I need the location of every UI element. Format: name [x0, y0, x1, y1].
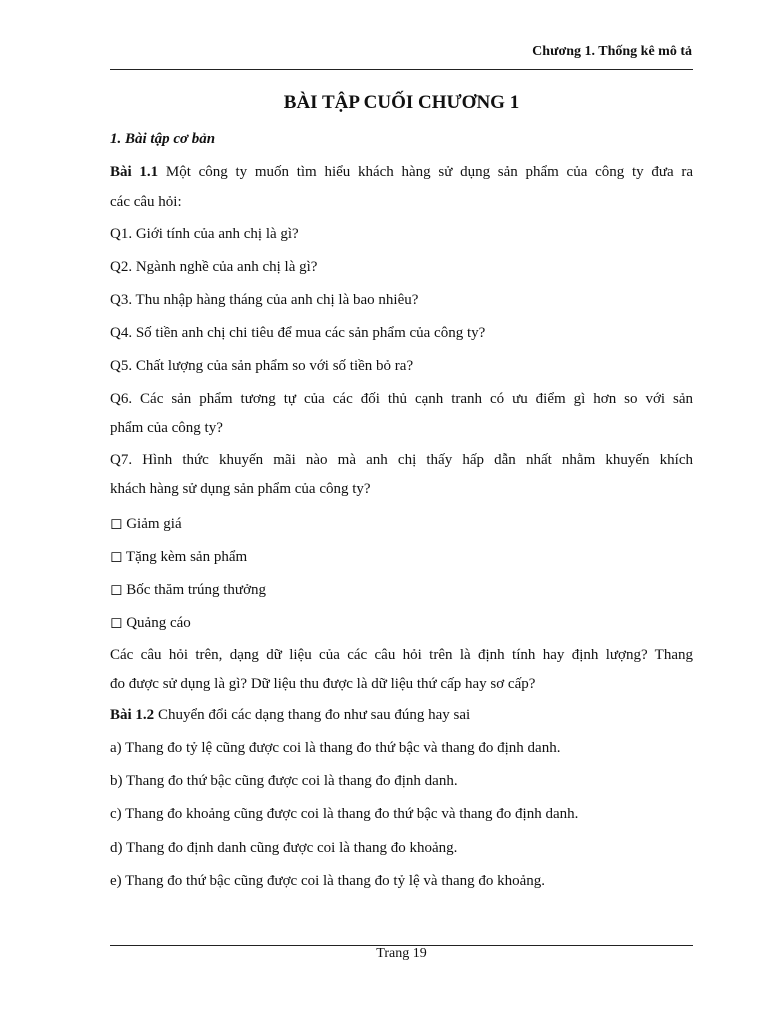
section-heading: 1. Bài tập cơ bản	[110, 131, 216, 147]
exercise-2-label: Bài 1.2	[110, 707, 155, 723]
question-q4: Q4. Số tiền anh chị chi tiêu để mua các sản phẩm của công ty?	[110, 325, 486, 341]
option-discount: ◻ Giảm giá	[110, 516, 182, 532]
question-q2: Q2. Ngành nghề của anh chị là gì?	[110, 259, 318, 275]
exercise-1-intro-line-1	[110, 164, 693, 181]
running-header: Chương 1. Thống kê mô tả	[532, 44, 692, 59]
statement-b: b) Thang đo thứ bậc cũng được coi là thang đo định danh.	[110, 773, 458, 789]
question-q6-line-1: Q6. Các sản phẩm tương tự của các đối thủ cạnh tranh có ưu điểm gì hơn so với sản	[110, 391, 693, 407]
statement-d: d) Thang đo định danh cũng được coi là thang đo khoảng.	[110, 840, 458, 856]
option-lucky-draw: ◻ Bốc thăm trúng thưởng	[110, 582, 266, 598]
option-free-gift: ◻ Tặng kèm sản phẩm	[110, 549, 248, 565]
exercise-2-intro-text: Chuyển đổi các dạng thang đo như sau đúng hay sai	[157, 707, 471, 723]
page-number: Trang 19	[376, 946, 427, 961]
question-q5: Q5. Chất lượng của sản phẩm so với số tiền bỏ ra?	[110, 358, 414, 374]
question-q3: Q3. Thu nhập hàng tháng của anh chị là bao nhiêu?	[110, 292, 419, 308]
question-q7-line-2: khách hàng sử dụng sản phẩm của công ty?	[110, 481, 371, 497]
exercise-2-intro	[110, 707, 470, 724]
exercise-1-question-line-1: Các câu hỏi trên, dạng dữ liệu của các câu hỏi trên là định tính hay định lượng? Thang	[110, 647, 693, 663]
header-rule	[110, 69, 693, 70]
statement-c: c) Thang đo khoảng cũng được coi là thang đo thứ bậc và thang đo định danh.	[110, 806, 579, 822]
question-q7-line-1: Q7. Hình thức khuyến mãi nào mà anh chị thấy hấp dẫn nhất nhằm khuyến khích	[110, 452, 693, 468]
question-q6-line-2: phẩm của công ty?	[110, 420, 223, 436]
statement-a: a) Thang đo tỷ lệ cũng được coi là thang đo thứ bậc và thang đo định danh.	[110, 740, 561, 756]
page-title: BÀI TẬP CUỐI CHƯƠNG 1	[283, 92, 520, 113]
question-q1: Q1. Giới tính của anh chị là gì?	[110, 226, 299, 242]
exercise-1-intro-text: Một công ty muốn tìm hiểu khách hàng sử dụng sản phẩm của công ty đưa ra	[165, 164, 693, 180]
option-advertising: ◻ Quảng cáo	[110, 615, 191, 631]
exercise-1-label: Bài 1.1	[110, 164, 159, 180]
exercise-1-intro-line-2: các câu hỏi:	[110, 194, 182, 210]
statement-e: e) Thang đo thứ bậc cũng được coi là thang đo tỷ lệ và thang đo khoảng.	[110, 873, 546, 889]
exercise-1-question-line-2: đo được sử dụng là gì? Dữ liệu thu được là dữ liệu thứ cấp hay sơ cấp?	[110, 676, 536, 692]
